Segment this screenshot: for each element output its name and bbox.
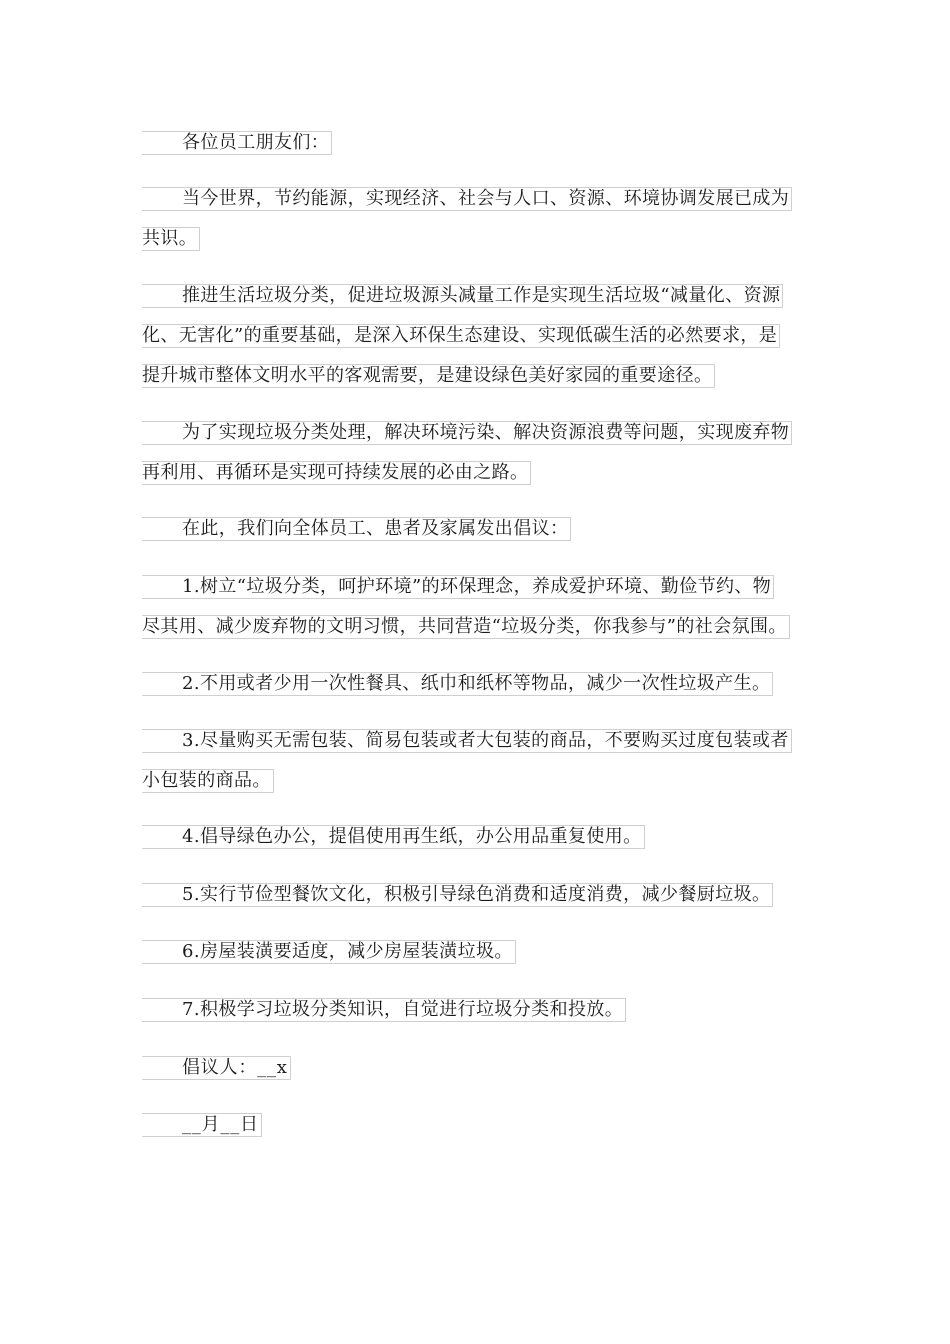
paragraph-line: 小包装的商品。 bbox=[142, 769, 274, 793]
date-block bbox=[142, 1113, 808, 1137]
proposal-item-1 bbox=[142, 575, 808, 639]
date: __月__日 bbox=[142, 1113, 262, 1137]
paragraph-1 bbox=[142, 187, 808, 251]
proposal-item-5 bbox=[142, 883, 808, 907]
paragraph-line: 再利用、再循环是实现可持续发展的必由之路。 bbox=[142, 461, 531, 485]
paragraph-line: 2.不用或者少用一次性餐具、纸巾和纸杯等物品，减少一次性垃圾产生。 bbox=[142, 672, 773, 696]
proposal-item-7 bbox=[142, 998, 808, 1022]
proposal-item-3 bbox=[142, 729, 808, 793]
paragraph-line: 1.树立“垃圾分类，呵护环境”的环保理念，养成爱护环境、勤俭节约、物 bbox=[142, 575, 774, 599]
greeting bbox=[142, 131, 808, 155]
paragraph-line: 推进生活垃圾分类，促进垃圾源头减量工作是实现生活垃圾“减量化、资源 bbox=[142, 284, 783, 308]
paragraph-line: 5.实行节俭型餐饮文化，积极引导绿色消费和适度消费，减少餐厨垃圾。 bbox=[142, 883, 773, 907]
paragraph-line: 在此，我们向全体员工、患者及家属发出倡议： bbox=[142, 517, 571, 541]
proposal-item-2 bbox=[142, 672, 808, 696]
paragraph-line: 7.积极学习垃圾分类知识，自觉进行垃圾分类和投放。 bbox=[142, 998, 626, 1022]
paragraph-line: 6.房屋装潢要适度，减少房屋装潢垃圾。 bbox=[142, 940, 516, 964]
paragraph-line: 尽其用、减少废弃物的文明习惯，共同营造“垃圾分类，你我参与”的社会氛围。 bbox=[142, 615, 790, 639]
paragraph-line: 当今世界，节约能源，实现经济、社会与人口、资源、环境协调发展已成为 bbox=[142, 187, 792, 211]
paragraph-line: 为了实现垃圾分类处理，解决环境污染、解决资源浪费等问题，实现废弃物 bbox=[142, 421, 792, 445]
paragraph-2 bbox=[142, 284, 808, 388]
paragraph-3 bbox=[142, 421, 808, 485]
proposal-item-4 bbox=[142, 825, 808, 849]
paragraph-line: 化、无害化”的重要基础，是深入环保生态建设、实现低碳生活的必然要求，是 bbox=[142, 324, 780, 348]
greeting-text: 各位员工朋友们： bbox=[142, 131, 332, 155]
signature-block bbox=[142, 1056, 808, 1080]
paragraph-line: 共识。 bbox=[142, 227, 200, 251]
paragraph-line: 3.尽量购买无需包装、简易包装或者大包装的商品，不要购买过度包装或者 bbox=[142, 729, 792, 753]
proposal-item-6 bbox=[142, 940, 808, 964]
paragraph-line: 提升城市整体文明水平的客观需要，是建设绿色美好家园的重要途径。 bbox=[142, 364, 715, 388]
paragraph-4 bbox=[142, 517, 808, 541]
paragraph-line: 4.倡导绿色办公，提倡使用再生纸，办公用品重复使用。 bbox=[142, 825, 645, 849]
signature: 倡议人：__x bbox=[142, 1056, 291, 1080]
